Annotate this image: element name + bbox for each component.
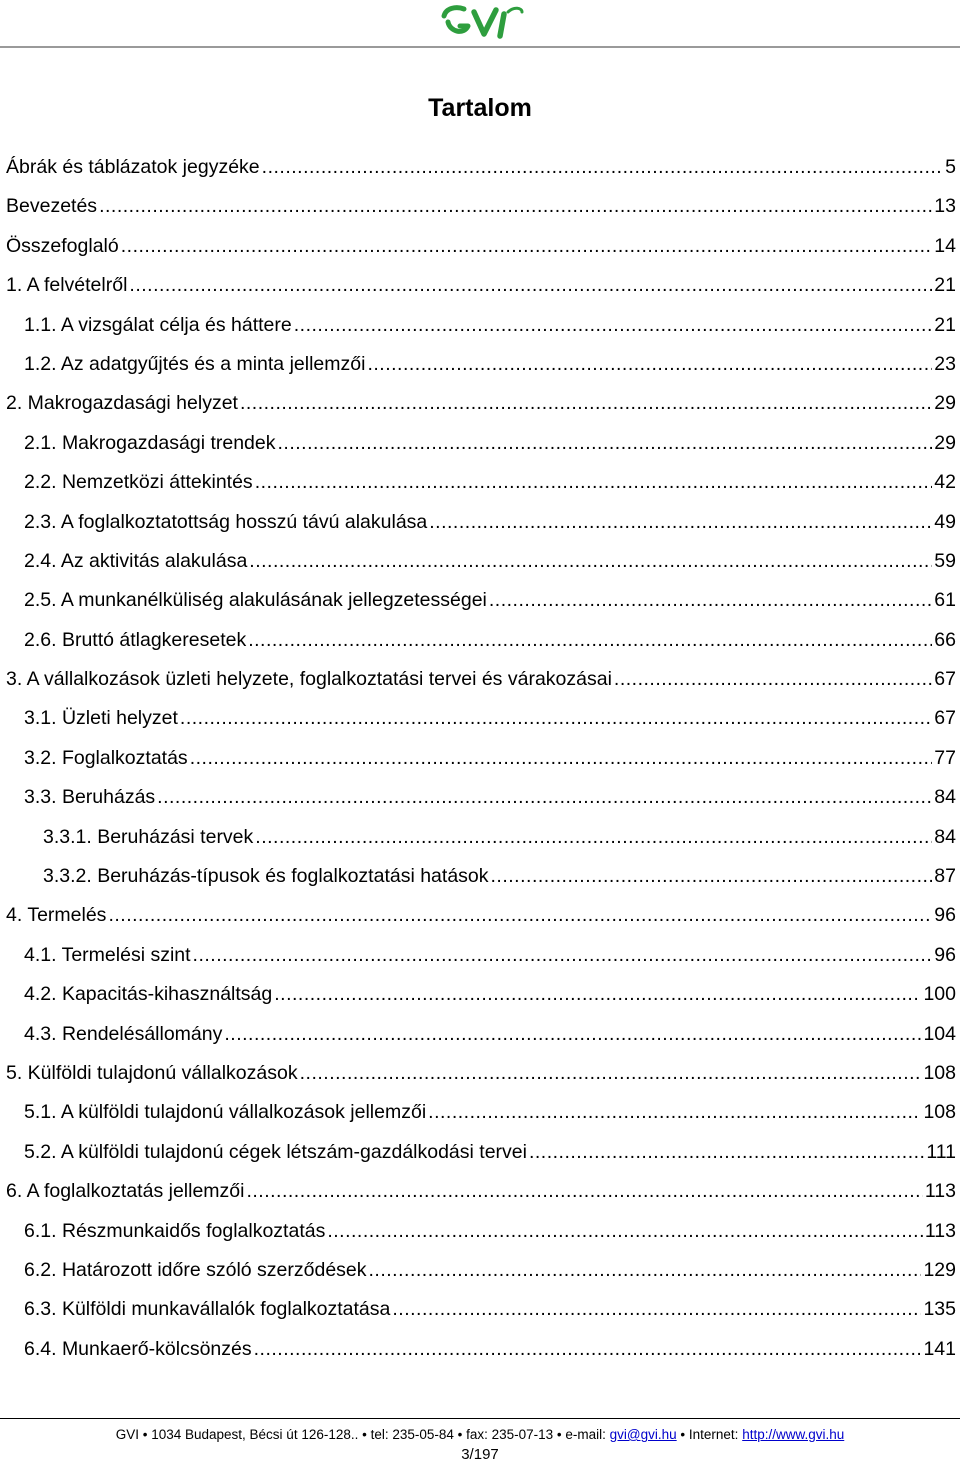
toc-dot-leader: [99, 187, 932, 226]
footer-email-link[interactable]: gvi@gvi.hu: [609, 1427, 677, 1442]
toc-dot-leader: [428, 1093, 921, 1132]
toc-entry-page: 96: [934, 904, 956, 927]
toc-dot-leader: [369, 1251, 922, 1290]
toc-entry-label: 3.3. Beruházás: [24, 786, 156, 809]
toc-entry[interactable]: [6, 857, 956, 896]
toc-entry-page: 67: [934, 668, 956, 691]
toc-entry-label: 6.1. Részmunkaidős foglalkoztatás: [24, 1219, 326, 1242]
toc-entry-label: Összefoglaló: [6, 234, 119, 257]
toc-entry-label: 3.3.1. Beruházási tervek: [43, 825, 254, 848]
toc-entry-label: 3.2. Foglalkoztatás: [24, 746, 188, 769]
toc-dot-leader: [121, 227, 933, 266]
footer-internet-label: • Internet:: [676, 1427, 743, 1442]
toc-entry-label: 3.1. Üzleti helyzet: [24, 707, 178, 730]
toc-dot-leader: [274, 975, 921, 1014]
toc-entry-page: 29: [934, 431, 956, 454]
toc-entry-label: 6.3. Külföldi munkavállalók foglalkoztatása: [24, 1298, 391, 1321]
toc-entry[interactable]: [6, 1093, 956, 1132]
toc-entry-page: 96: [934, 943, 956, 966]
toc-dot-leader: [255, 463, 933, 502]
toc-entry-page: 113: [924, 1180, 956, 1203]
page-number: 3/197: [461, 1446, 499, 1463]
toc-entry[interactable]: [6, 975, 956, 1014]
toc-entry[interactable]: [6, 1251, 956, 1290]
toc-dot-leader: [529, 1133, 924, 1172]
toc-entry-label: 5.1. A külföldi tulajdonú vállalkozások jellemzői: [24, 1101, 427, 1124]
toc-entry-page: 5: [945, 156, 956, 178]
toc-entry-label: 1.1. A vizsgálat célja és háttere: [24, 313, 292, 336]
toc-entry-page: 108: [923, 1101, 956, 1124]
toc-entry-page: 135: [923, 1298, 956, 1321]
toc-entry-label: 2.2. Nemzetközi áttekintés: [24, 471, 253, 494]
toc-entry-page: 23: [934, 352, 956, 375]
toc-dot-leader: [254, 1330, 922, 1369]
toc-dot-leader: [392, 1290, 921, 1329]
header-divider: [0, 46, 960, 48]
toc-entry[interactable]: [6, 503, 956, 542]
toc-entry[interactable]: [6, 936, 956, 975]
toc-entry-label: 6.2. Határozott időre szóló szerződések: [24, 1258, 367, 1281]
toc-entry[interactable]: [6, 542, 956, 581]
toc-entry[interactable]: [6, 266, 956, 305]
toc-entry-label: 2.6. Bruttó átlagkeresetek: [24, 628, 247, 651]
toc-entry-page: 49: [934, 510, 956, 533]
toc-entry[interactable]: [6, 1133, 956, 1172]
toc-entry-label: 2.3. A foglalkoztatottság hosszú távú alakulása: [24, 510, 428, 533]
toc-entry[interactable]: [6, 148, 956, 187]
toc-entry[interactable]: [6, 660, 956, 699]
toc-entry[interactable]: [6, 896, 956, 935]
page-header: [0, 0, 960, 48]
toc-entry[interactable]: [6, 1330, 956, 1369]
toc-dot-leader: [262, 148, 943, 187]
toc-dot-leader: [157, 778, 932, 817]
toc-entry-page: 21: [934, 313, 956, 336]
toc-dot-leader: [255, 818, 932, 857]
toc-entry-label: 2.4. Az aktivitás alakulása: [24, 549, 248, 572]
toc-dot-leader: [327, 1212, 923, 1251]
toc-entry-label: 2. Makrogazdasági helyzet: [6, 392, 238, 415]
toc-entry-page: 21: [934, 274, 956, 297]
toc-entry-page: 84: [934, 786, 956, 809]
toc-entry-label: 3. A vállalkozások üzleti helyzete, foglalkoztatási tervei és várakozásai: [6, 668, 612, 691]
toc-entry-page: 59: [934, 549, 956, 572]
toc-entry-label: 4.2. Kapacitás-kihasználtság: [24, 983, 273, 1006]
toc-entry-label: 3.3.2. Beruházás-típusok és foglalkoztatási hatások: [43, 865, 489, 888]
toc-entry-page: 84: [934, 825, 956, 848]
toc-dot-leader: [240, 384, 932, 423]
footer-website-link[interactable]: http://www.gvi.hu: [742, 1427, 845, 1442]
toc-entry[interactable]: [6, 345, 956, 384]
toc-entry[interactable]: [6, 778, 956, 817]
toc-entry-page: 67: [934, 707, 956, 730]
toc-entry-label: 4.3. Rendelésállomány: [24, 1022, 223, 1045]
table-of-contents: [6, 148, 956, 1369]
toc-entry-page: 66: [934, 628, 956, 651]
toc-entry-label: 2.5. A munkanélküliség alakulásának jellegzetességei: [24, 589, 487, 612]
toc-entry-label: 2.1. Makrogazdasági trendek: [24, 431, 276, 454]
toc-entry-label: Ábrák és táblázatok jegyzéke: [6, 156, 260, 178]
toc-entry-page: 77: [934, 746, 956, 769]
toc-dot-leader: [614, 660, 932, 699]
toc-entry-page: 29: [934, 392, 956, 415]
toc-entry[interactable]: [6, 187, 956, 226]
toc-dot-leader: [429, 503, 932, 542]
page-title: Tartalom: [428, 94, 532, 122]
toc-dot-leader: [248, 621, 932, 660]
toc-entry-page: 42: [934, 471, 956, 494]
toc-dot-leader: [491, 857, 933, 896]
toc-entry[interactable]: [6, 581, 956, 620]
toc-entry[interactable]: [6, 306, 956, 345]
toc-dot-leader: [489, 581, 932, 620]
toc-entry[interactable]: [6, 227, 956, 266]
toc-entry[interactable]: [6, 1172, 956, 1211]
page-footer: [0, 1414, 960, 1462]
toc-entry[interactable]: [6, 1212, 956, 1251]
toc-dot-leader: [300, 1054, 922, 1093]
toc-entry-label: 5. Külföldi tulajdonú vállalkozások: [6, 1061, 298, 1084]
toc-entry[interactable]: [6, 818, 956, 857]
toc-dot-leader: [367, 345, 932, 384]
toc-entry-page: 111: [926, 1140, 956, 1163]
toc-entry-page: 129: [923, 1258, 956, 1281]
toc-entry-label: 6.4. Munkaerő-kölcsönzés: [24, 1337, 252, 1360]
footer-address: GVI • 1034 Budapest, Bécsi út 126-128.. • tel: 235-05-84 • fax: 235-07-13 • e-mail:: [115, 1427, 610, 1442]
toc-entry-page: 141: [923, 1337, 956, 1360]
toc-entry-page: 108: [923, 1061, 956, 1084]
toc-dot-leader: [193, 936, 933, 975]
toc-dot-leader: [129, 266, 932, 305]
toc-entry[interactable]: [6, 1015, 956, 1054]
toc-entry-label: 4.1. Termelési szint: [24, 943, 191, 966]
toc-dot-leader: [294, 306, 933, 345]
toc-entry-page: 13: [934, 195, 956, 218]
toc-entry-label: Bevezetés: [6, 195, 98, 218]
toc-entry[interactable]: [6, 699, 956, 738]
toc-entry-page: 113: [924, 1219, 956, 1242]
toc-dot-leader: [249, 542, 932, 581]
footer-contact: [0, 1426, 960, 1444]
toc-entry[interactable]: [6, 384, 956, 423]
toc-entry-label: 6. A foglalkoztatás jellemzői: [6, 1180, 245, 1203]
toc-entry[interactable]: [6, 424, 956, 463]
toc-entry[interactable]: [6, 739, 956, 778]
toc-entry-label: 4. Termelés: [6, 904, 107, 927]
toc-dot-leader: [277, 424, 932, 463]
toc-entry-page: 87: [934, 865, 956, 888]
toc-entry-label: 5.2. A külföldi tulajdonú cégek létszám-gazdálkodási tervei: [24, 1140, 527, 1163]
toc-entry-page: 100: [923, 983, 956, 1006]
toc-entry[interactable]: [6, 463, 956, 502]
toc-dot-leader: [108, 896, 932, 935]
toc-entry-page: 104: [923, 1022, 956, 1045]
toc-entry-label: 1. A felvételről: [6, 274, 128, 297]
toc-dot-leader: [180, 699, 932, 738]
toc-entry[interactable]: [6, 621, 956, 660]
footer-divider: [0, 1418, 960, 1419]
toc-entry[interactable]: [6, 1290, 956, 1329]
toc-entry-page: 14: [934, 234, 956, 257]
toc-dot-leader: [224, 1015, 921, 1054]
toc-entry-label: 1.2. Az adatgyűjtés és a minta jellemzői: [24, 352, 366, 375]
gvi-logo: [438, 2, 526, 42]
toc-dot-leader: [246, 1172, 922, 1211]
toc-entry[interactable]: [6, 1054, 956, 1093]
toc-entry-page: 61: [934, 589, 956, 612]
toc-dot-leader: [190, 739, 933, 778]
